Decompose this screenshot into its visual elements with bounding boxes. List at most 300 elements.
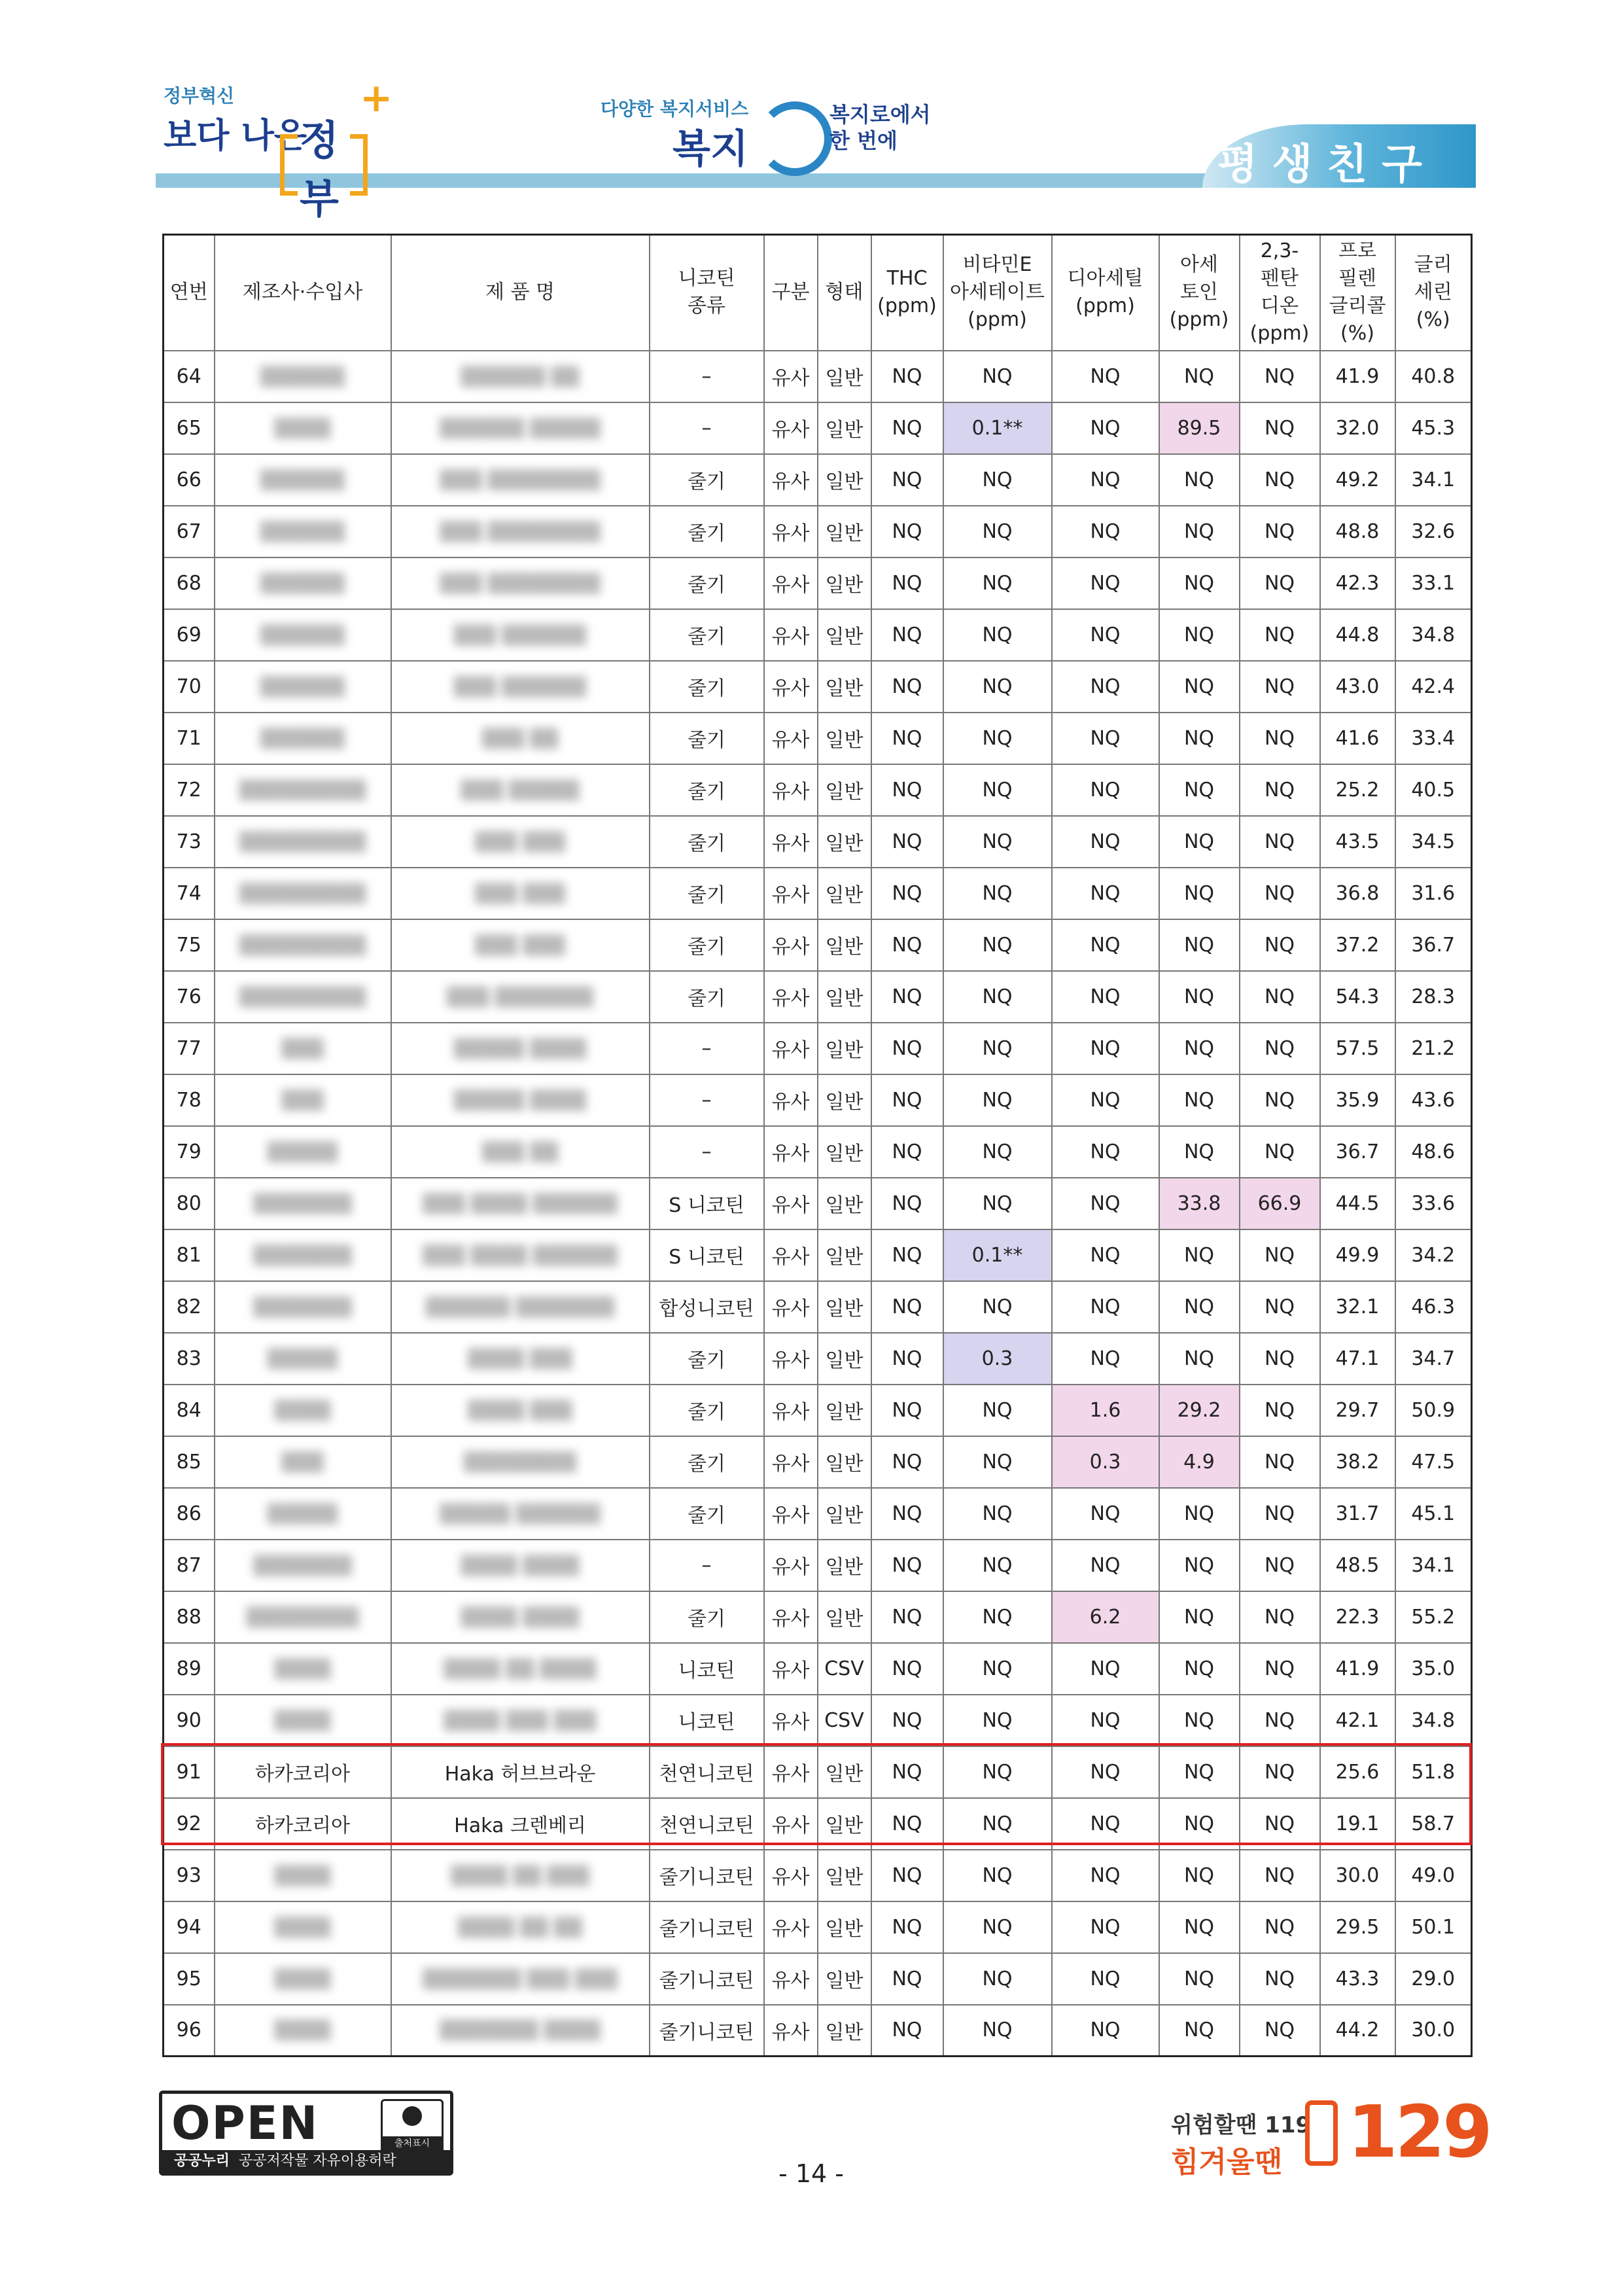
- cell-product: ▒▒▒▒ ▒▒ ▒▒: [391, 1901, 650, 1953]
- cell-vite: NQ: [943, 1591, 1052, 1643]
- cell-form: 일반: [818, 1126, 871, 1178]
- cell-diac: NQ: [1052, 1074, 1159, 1126]
- cell-no: 82: [164, 1281, 215, 1333]
- table-row: [164, 1798, 1472, 1850]
- cell-vite: NQ: [943, 1643, 1052, 1695]
- cell-pent: NQ: [1240, 1643, 1320, 1695]
- cell-vite: NQ: [943, 1126, 1052, 1178]
- table-row: [164, 1074, 1472, 1126]
- cell-no: 75: [164, 919, 215, 971]
- table-row: [164, 764, 1472, 816]
- cell-maker: ▒▒▒▒▒▒: [215, 661, 391, 713]
- cell-no: 89: [164, 1643, 215, 1695]
- cell-gubun: 유사: [764, 402, 818, 454]
- cell-diac: NQ: [1052, 1281, 1159, 1333]
- table-row: [164, 1281, 1472, 1333]
- cell-acet: NQ: [1159, 1850, 1240, 1901]
- cell-no: 64: [164, 351, 215, 402]
- cell-acet: NQ: [1159, 1074, 1240, 1126]
- cell-vite: NQ: [943, 713, 1052, 764]
- cell-thc: NQ: [871, 1333, 943, 1385]
- cell-vg: 33.6: [1395, 1178, 1472, 1229]
- cell-pg: 38.2: [1320, 1436, 1395, 1488]
- cell-nic: –: [650, 351, 764, 402]
- cell-acet: NQ: [1159, 868, 1240, 919]
- cell-pent: NQ: [1240, 609, 1320, 661]
- cell-thc: NQ: [871, 971, 943, 1023]
- results-table: [162, 234, 1473, 2057]
- table-row: [164, 1126, 1472, 1178]
- cell-pg: 49.9: [1320, 1229, 1395, 1281]
- cell-thc: NQ: [871, 402, 943, 454]
- cell-product: ▒▒▒ ▒▒▒▒▒▒▒▒: [391, 557, 650, 609]
- cell-acet: NQ: [1159, 1540, 1240, 1591]
- cell-pent: NQ: [1240, 454, 1320, 506]
- cell-diac: NQ: [1052, 1126, 1159, 1178]
- cell-thc: NQ: [871, 2005, 943, 2057]
- cell-nic: S 니코틴: [650, 1229, 764, 1281]
- bracket-right-icon: [350, 134, 368, 196]
- cell-vite: NQ: [943, 661, 1052, 713]
- cell-maker: ▒▒▒▒: [215, 1901, 391, 1953]
- cell-vg: 35.0: [1395, 1643, 1472, 1695]
- table-body: [164, 351, 1472, 2057]
- table-row: [164, 919, 1472, 971]
- cell-diac: NQ: [1052, 2005, 1159, 2057]
- cell-acet: NQ: [1159, 454, 1240, 506]
- cell-nic: 줄기니코틴: [650, 2005, 764, 2057]
- cell-acet: NQ: [1159, 1229, 1240, 1281]
- cell-nic: 줄기: [650, 1385, 764, 1436]
- bokjiro-arc-icon: [758, 101, 832, 176]
- cell-no: 74: [164, 868, 215, 919]
- cell-thc: NQ: [871, 1436, 943, 1488]
- cell-diac: NQ: [1052, 402, 1159, 454]
- cell-product: ▒▒▒ ▒▒▒: [391, 919, 650, 971]
- column-header: 제 품 명: [391, 235, 650, 351]
- cell-vg: 21.2: [1395, 1023, 1472, 1074]
- cell-form: 일반: [818, 557, 871, 609]
- cell-gubun: 유사: [764, 816, 818, 868]
- cell-no: 88: [164, 1591, 215, 1643]
- cell-maker: ▒▒▒: [215, 1074, 391, 1126]
- cell-gubun: 유사: [764, 1643, 818, 1695]
- cell-diac: NQ: [1052, 557, 1159, 609]
- cell-vg: 50.1: [1395, 1901, 1472, 1953]
- cell-nic: 줄기: [650, 971, 764, 1023]
- cell-maker: ▒▒▒▒▒▒: [215, 609, 391, 661]
- column-header: 비타민E 아세테이트 (ppm): [943, 235, 1052, 351]
- cell-maker: ▒▒▒▒: [215, 402, 391, 454]
- kogl-open-badge: [159, 2091, 453, 2176]
- cell-gubun: 유사: [764, 1023, 818, 1074]
- cell-thc: NQ: [871, 816, 943, 868]
- cell-no: 66: [164, 454, 215, 506]
- cell-maker: ▒▒▒▒▒▒▒: [215, 1178, 391, 1229]
- cell-maker: ▒▒▒▒: [215, 1385, 391, 1436]
- table-row: [164, 1178, 1472, 1229]
- cell-thc: NQ: [871, 1591, 943, 1643]
- cell-nic: 줄기: [650, 1436, 764, 1488]
- cell-pent: 66.9: [1240, 1178, 1320, 1229]
- cell-thc: NQ: [871, 1126, 943, 1178]
- cell-pg: 44.2: [1320, 2005, 1395, 2057]
- cell-form: 일반: [818, 1436, 871, 1488]
- cell-acet: NQ: [1159, 557, 1240, 609]
- cell-no: 92: [164, 1798, 215, 1850]
- table-row: [164, 1591, 1472, 1643]
- government-innovation-logo: [164, 75, 393, 222]
- cell-form: 일반: [818, 713, 871, 764]
- cell-product: ▒▒▒ ▒▒▒▒ ▒▒▒▒▒▒: [391, 1229, 650, 1281]
- plus-icon: +: [360, 75, 393, 121]
- cell-product: ▒▒▒▒ ▒▒▒ ▒▒▒: [391, 1695, 650, 1746]
- cell-vg: 51.8: [1395, 1746, 1472, 1798]
- cell-form: 일반: [818, 1798, 871, 1850]
- cell-pg: 25.6: [1320, 1746, 1395, 1798]
- table-row: [164, 1901, 1472, 1953]
- cell-diac: NQ: [1052, 1953, 1159, 2005]
- cell-maker: ▒▒▒▒▒▒▒▒▒: [215, 816, 391, 868]
- cell-product: ▒▒▒ ▒▒▒▒▒▒▒▒: [391, 506, 650, 557]
- cell-pg: 43.3: [1320, 1953, 1395, 2005]
- cell-form: 일반: [818, 1333, 871, 1385]
- cell-diac: NQ: [1052, 351, 1159, 402]
- cell-gubun: 유사: [764, 919, 818, 971]
- cell-gubun: 유사: [764, 1385, 818, 1436]
- open-word: OPEN: [171, 2096, 319, 2150]
- cell-gubun: 유사: [764, 351, 818, 402]
- cell-no: 67: [164, 506, 215, 557]
- cell-maker: ▒▒▒▒▒▒▒▒▒: [215, 971, 391, 1023]
- cell-nic: 줄기: [650, 764, 764, 816]
- cell-gubun: 유사: [764, 1281, 818, 1333]
- cell-vite: NQ: [943, 1901, 1052, 1953]
- cell-gubun: 유사: [764, 1436, 818, 1488]
- table-row: [164, 557, 1472, 609]
- cell-no: 72: [164, 764, 215, 816]
- source-label: 출처표시: [383, 2136, 442, 2151]
- cell-product: ▒▒▒ ▒▒▒: [391, 816, 650, 868]
- table-row: [164, 1953, 1472, 2005]
- person-icon: [402, 2106, 422, 2126]
- cell-vg: 58.7: [1395, 1798, 1472, 1850]
- cell-pg: 54.3: [1320, 971, 1395, 1023]
- cell-acet: NQ: [1159, 764, 1240, 816]
- cell-vg: 40.8: [1395, 351, 1472, 402]
- cell-acet: NQ: [1159, 713, 1240, 764]
- cell-no: 95: [164, 1953, 215, 2005]
- cell-acet: 33.8: [1159, 1178, 1240, 1229]
- table-row: [164, 971, 1472, 1023]
- cell-vite: NQ: [943, 1850, 1052, 1901]
- cell-form: 일반: [818, 971, 871, 1023]
- cell-acet: NQ: [1159, 971, 1240, 1023]
- cell-gubun: 유사: [764, 661, 818, 713]
- line-119: 위험할땐 119: [1171, 2112, 1312, 2138]
- cell-vite: NQ: [943, 1385, 1052, 1436]
- bracket-left-icon: [280, 134, 298, 196]
- cell-diac: NQ: [1052, 1850, 1159, 1901]
- page-number: - 14 -: [778, 2159, 844, 2188]
- cell-vite: NQ: [943, 1178, 1052, 1229]
- cell-thc: NQ: [871, 1023, 943, 1074]
- cell-vite: 0.1**: [943, 402, 1052, 454]
- cell-form: 일반: [818, 1074, 871, 1126]
- cell-acet: NQ: [1159, 1901, 1240, 1953]
- cell-maker: ▒▒▒▒▒▒: [215, 557, 391, 609]
- cell-vite: NQ: [943, 1540, 1052, 1591]
- cell-vg: 36.7: [1395, 919, 1472, 971]
- cell-nic: –: [650, 1023, 764, 1074]
- cell-gubun: 유사: [764, 764, 818, 816]
- cell-gubun: 유사: [764, 1178, 818, 1229]
- cell-nic: 줄기: [650, 1591, 764, 1643]
- cell-nic: 천연니코틴: [650, 1746, 764, 1798]
- cell-pent: NQ: [1240, 1488, 1320, 1540]
- cell-gubun: 유사: [764, 454, 818, 506]
- cell-gubun: 유사: [764, 1850, 818, 1901]
- cell-vite: NQ: [943, 816, 1052, 868]
- cell-diac: NQ: [1052, 454, 1159, 506]
- cell-nic: 줄기니코틴: [650, 1953, 764, 2005]
- cell-gubun: 유사: [764, 609, 818, 661]
- cell-maker: ▒▒▒▒▒▒▒: [215, 1540, 391, 1591]
- cell-thc: NQ: [871, 1281, 943, 1333]
- cell-acet: NQ: [1159, 1591, 1240, 1643]
- cell-pg: 43.5: [1320, 816, 1395, 868]
- cell-maker: ▒▒▒: [215, 1023, 391, 1074]
- cell-acet: NQ: [1159, 816, 1240, 868]
- cell-maker: ▒▒▒▒▒▒: [215, 454, 391, 506]
- cell-acet: 89.5: [1159, 402, 1240, 454]
- cell-nic: –: [650, 1540, 764, 1591]
- cell-acet: NQ: [1159, 506, 1240, 557]
- table-row: [164, 1540, 1472, 1591]
- cell-vite: NQ: [943, 1488, 1052, 1540]
- cell-vite: NQ: [943, 868, 1052, 919]
- logo-left-big-2: 정부: [300, 116, 339, 222]
- cell-product: ▒▒▒▒ ▒▒▒: [391, 1333, 650, 1385]
- cell-product: Haka 허브브라운: [391, 1746, 650, 1798]
- cell-pg: 48.5: [1320, 1540, 1395, 1591]
- table-row: [164, 1643, 1472, 1695]
- cell-pent: NQ: [1240, 557, 1320, 609]
- cell-thc: NQ: [871, 1540, 943, 1591]
- cell-no: 73: [164, 816, 215, 868]
- column-header: 글리 세린 (%): [1395, 235, 1472, 351]
- cell-vg: 33.4: [1395, 713, 1472, 764]
- cell-form: 일반: [818, 1178, 871, 1229]
- logo-left-small: 정부혁신: [164, 85, 235, 107]
- cell-no: 69: [164, 609, 215, 661]
- cell-pg: 48.8: [1320, 506, 1395, 557]
- cell-form: 일반: [818, 506, 871, 557]
- cell-acet: NQ: [1159, 351, 1240, 402]
- cell-acet: NQ: [1159, 661, 1240, 713]
- cell-pg: 47.1: [1320, 1333, 1395, 1385]
- hotline-129-logo: [1171, 2081, 1490, 2179]
- phone-icon: [1305, 2100, 1338, 2166]
- cell-pg: 36.8: [1320, 868, 1395, 919]
- cell-vite: NQ: [943, 351, 1052, 402]
- cell-diac: NQ: [1052, 919, 1159, 971]
- cell-pent: NQ: [1240, 1023, 1320, 1074]
- cell-nic: S 니코틴: [650, 1178, 764, 1229]
- cell-no: 84: [164, 1385, 215, 1436]
- source-attribution-icon: [381, 2099, 444, 2155]
- cell-pent: NQ: [1240, 1385, 1320, 1436]
- open-bar-text: 공공저작물 자유이용허락: [239, 2153, 396, 2169]
- cell-vite: NQ: [943, 919, 1052, 971]
- header-banner: [1202, 124, 1476, 188]
- cell-form: 일반: [818, 1901, 871, 1953]
- cell-diac: NQ: [1052, 1798, 1159, 1850]
- cell-maker: ▒▒▒▒▒▒: [215, 713, 391, 764]
- cell-gubun: 유사: [764, 1901, 818, 1953]
- cell-form: 일반: [818, 1385, 871, 1436]
- cell-thc: NQ: [871, 764, 943, 816]
- cell-vg: 42.4: [1395, 661, 1472, 713]
- table-row: [164, 1229, 1472, 1281]
- column-header: 아세 토인 (ppm): [1159, 235, 1240, 351]
- cell-maker: ▒▒▒▒: [215, 1850, 391, 1901]
- cell-acet: NQ: [1159, 1953, 1240, 2005]
- cell-thc: NQ: [871, 1746, 943, 1798]
- cell-form: 일반: [818, 919, 871, 971]
- column-header: 구분: [764, 235, 818, 351]
- cell-product: ▒▒▒ ▒▒▒▒▒▒▒: [391, 971, 650, 1023]
- cell-pg: 19.1: [1320, 1798, 1395, 1850]
- cell-maker: ▒▒▒▒▒▒▒▒▒: [215, 868, 391, 919]
- cell-pg: 32.1: [1320, 1281, 1395, 1333]
- cell-product: ▒▒▒▒ ▒▒ ▒▒▒▒: [391, 1643, 650, 1695]
- cell-pent: NQ: [1240, 1953, 1320, 2005]
- bokjiro-logo: [601, 88, 967, 173]
- open-bar: [162, 2150, 450, 2172]
- cell-product: ▒▒▒ ▒▒: [391, 1126, 650, 1178]
- cell-gubun: 유사: [764, 868, 818, 919]
- cell-pg: 44.8: [1320, 609, 1395, 661]
- cell-form: 일반: [818, 351, 871, 402]
- cell-pent: NQ: [1240, 506, 1320, 557]
- cell-vite: NQ: [943, 609, 1052, 661]
- cell-maker: ▒▒▒▒▒▒▒▒▒: [215, 919, 391, 971]
- cell-pg: 36.7: [1320, 1126, 1395, 1178]
- cell-gubun: 유사: [764, 506, 818, 557]
- cell-maker: ▒▒▒▒▒▒▒▒: [215, 1591, 391, 1643]
- cell-vg: 30.0: [1395, 2005, 1472, 2057]
- cell-no: 87: [164, 1540, 215, 1591]
- cell-form: 일반: [818, 609, 871, 661]
- cell-diac: NQ: [1052, 816, 1159, 868]
- cell-maker: ▒▒▒▒▒: [215, 1488, 391, 1540]
- cell-maker: ▒▒▒▒▒▒: [215, 351, 391, 402]
- cell-no: 80: [164, 1178, 215, 1229]
- cell-vite: NQ: [943, 1798, 1052, 1850]
- cell-gubun: 유사: [764, 1074, 818, 1126]
- cell-diac: NQ: [1052, 1488, 1159, 1540]
- cell-acet: NQ: [1159, 919, 1240, 971]
- cell-maker: ▒▒▒▒▒▒▒: [215, 1281, 391, 1333]
- cell-no: 90: [164, 1695, 215, 1746]
- cell-product: ▒▒▒▒▒ ▒▒▒▒: [391, 1074, 650, 1126]
- cell-nic: 줄기니코틴: [650, 1850, 764, 1901]
- cell-no: 76: [164, 971, 215, 1023]
- cell-nic: 니코틴: [650, 1643, 764, 1695]
- cell-acet: NQ: [1159, 1488, 1240, 1540]
- cell-product: ▒▒▒▒ ▒▒▒: [391, 1385, 650, 1436]
- logo-left-big: [164, 108, 339, 222]
- cell-pent: NQ: [1240, 1126, 1320, 1178]
- table-row: [164, 1385, 1472, 1436]
- cell-thc: NQ: [871, 557, 943, 609]
- cell-acet: NQ: [1159, 1695, 1240, 1746]
- column-header: 형태: [818, 235, 871, 351]
- cell-acet: NQ: [1159, 1643, 1240, 1695]
- cell-pent: NQ: [1240, 868, 1320, 919]
- line-129: 힘겨울땐: [1171, 2146, 1283, 2179]
- cell-maker: ▒▒▒▒▒: [215, 1126, 391, 1178]
- cell-maker: ▒▒▒▒▒▒: [215, 506, 391, 557]
- cell-pent: NQ: [1240, 1436, 1320, 1488]
- cell-pg: 43.0: [1320, 661, 1395, 713]
- cell-maker: 하카코리아: [215, 1746, 391, 1798]
- cell-acet: NQ: [1159, 1746, 1240, 1798]
- cell-vg: 55.2: [1395, 1591, 1472, 1643]
- table-row: [164, 2005, 1472, 2057]
- cell-gubun: 유사: [764, 1229, 818, 1281]
- cell-vite: NQ: [943, 1695, 1052, 1746]
- hotline-number: 129: [1348, 2090, 1490, 2174]
- cell-pg: 35.9: [1320, 1074, 1395, 1126]
- cell-vite: 0.3: [943, 1333, 1052, 1385]
- cell-gubun: 유사: [764, 1540, 818, 1591]
- cell-vg: 34.7: [1395, 1333, 1472, 1385]
- cell-diac: 1.6: [1052, 1385, 1159, 1436]
- cell-nic: 줄기: [650, 506, 764, 557]
- cell-maker: ▒▒▒▒▒▒▒▒▒: [215, 764, 391, 816]
- cell-no: 71: [164, 713, 215, 764]
- cell-gubun: 유사: [764, 971, 818, 1023]
- cell-form: 일반: [818, 1746, 871, 1798]
- cell-vg: 33.1: [1395, 557, 1472, 609]
- cell-diac: NQ: [1052, 1178, 1159, 1229]
- cell-no: 94: [164, 1901, 215, 1953]
- cell-maker: ▒▒▒▒▒: [215, 1333, 391, 1385]
- cell-pent: NQ: [1240, 1746, 1320, 1798]
- cell-vg: 43.6: [1395, 1074, 1472, 1126]
- logo-center-right: 복지로에서 한 번에: [829, 102, 931, 153]
- cell-thc: NQ: [871, 919, 943, 971]
- cell-pg: 49.2: [1320, 454, 1395, 506]
- cell-pent: NQ: [1240, 919, 1320, 971]
- cell-form: 일반: [818, 661, 871, 713]
- cell-acet: NQ: [1159, 1333, 1240, 1385]
- cell-no: 86: [164, 1488, 215, 1540]
- cell-maker: ▒▒▒: [215, 1436, 391, 1488]
- cell-no: 85: [164, 1436, 215, 1488]
- cell-product: ▒▒▒▒▒▒ ▒▒▒▒▒▒▒: [391, 1281, 650, 1333]
- cell-diac: NQ: [1052, 764, 1159, 816]
- cell-pent: NQ: [1240, 351, 1320, 402]
- cell-product: ▒▒▒ ▒▒▒▒▒▒: [391, 661, 650, 713]
- cell-product: ▒▒▒▒▒ ▒▒▒▒▒▒: [391, 1488, 650, 1540]
- column-header: 2,3- 펜탄 디온 (ppm): [1240, 235, 1320, 351]
- cell-diac: 0.3: [1052, 1436, 1159, 1488]
- cell-thc: NQ: [871, 351, 943, 402]
- cell-diac: NQ: [1052, 971, 1159, 1023]
